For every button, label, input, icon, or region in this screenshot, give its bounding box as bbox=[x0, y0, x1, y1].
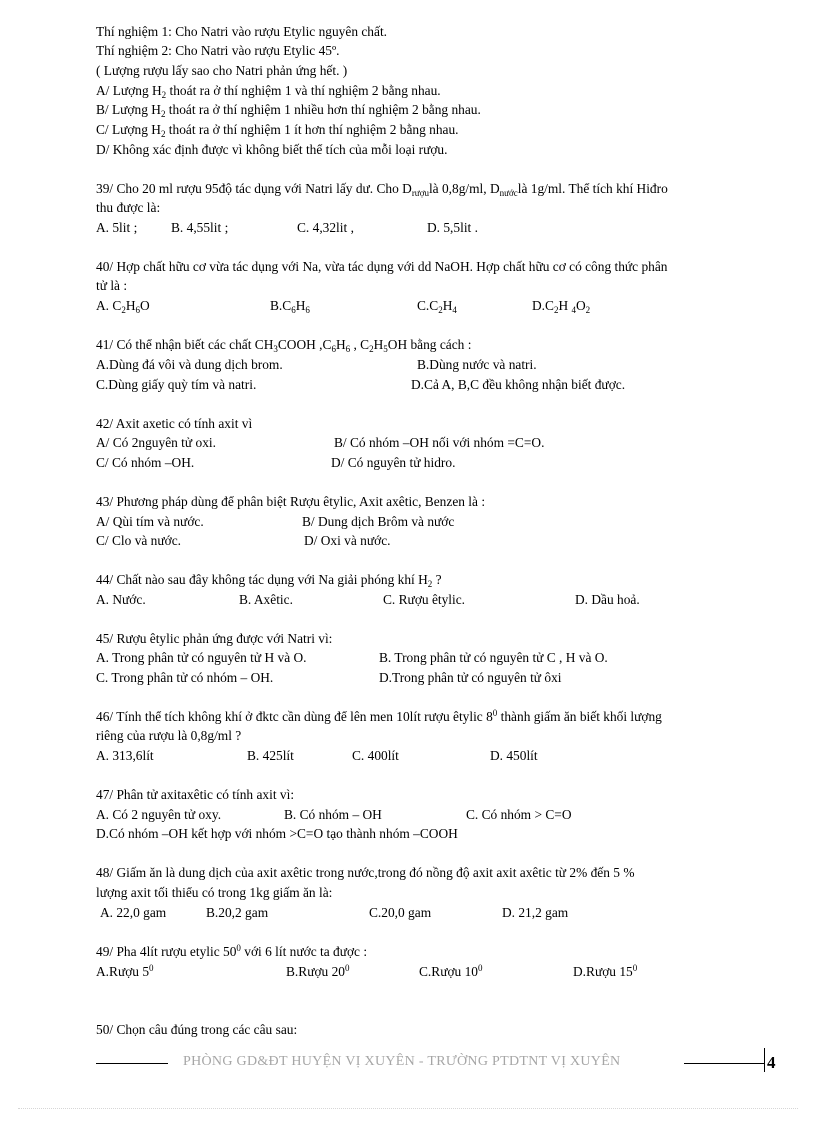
option-b: B. 4,55lit ; bbox=[171, 220, 229, 235]
option-a: A. 5lit ; bbox=[96, 220, 138, 235]
option-b: B/ Lượng $H_2$ thoát ra ở thí nghiệm 1 nhiều hơn thí nghiệm 2 bằng nhau. bbox=[96, 102, 481, 119]
option-c: $C.C_2H_4$ bbox=[417, 298, 457, 315]
question-45-stem: 45/ Rượu êtylic phản ứng được với Natri vì: bbox=[96, 631, 333, 646]
question-46-stem: 46/ Tính thể tích không khí ở đktc cần dùng để lên men 10lít rượu êtylic $8^0$ thành giấm ăn biết khối lượng bbox=[96, 708, 662, 724]
option-c: C/ Clo và nước. bbox=[96, 533, 182, 548]
option-a: A. 313,6lít bbox=[96, 748, 154, 763]
option-b: B. Có nhóm – OH bbox=[284, 807, 382, 822]
option-c: C.20,0 gam bbox=[369, 905, 432, 920]
option-d: $D.C_2H$ $_4O_2$ bbox=[532, 298, 591, 315]
question-48-stem-cont: lượng axit tối thiểu có trong 1kg giấm ăn là: bbox=[96, 885, 333, 900]
option-d: D. 450lít bbox=[490, 748, 538, 763]
option-a: A. $C_2H_6O$ bbox=[96, 298, 150, 315]
question-42-stem: 42/ Axit axetic có tính axit vì bbox=[96, 416, 253, 431]
option-d: D/ Không xác định được vì không biết thể tích của mỗi loại rượu. bbox=[96, 142, 448, 157]
option-a: A. Trong phân tử có nguyên tử H và O. bbox=[96, 650, 307, 665]
page-number: 4 bbox=[767, 1053, 776, 1072]
option-d: D.Trong phân tử có nguyên tử ôxi bbox=[379, 670, 562, 685]
question-39-stem: 39/ Cho 20 ml rượu 95độ tác dụng với Natri lấy dư. Cho $D_{rượu}là$ 0,8g/ml, $D_{nước}là$ 1g/ml. Thể tích khí Hiđro bbox=[96, 181, 668, 198]
option-b: B.Dùng nước và natri. bbox=[417, 357, 537, 372]
option-a: A.Dùng đá vôi và dung dịch brom. bbox=[96, 357, 283, 372]
option-a: A/ Qùi tím và nước. bbox=[96, 514, 204, 529]
question-49-stem: 49/ Pha 4lít rượu etylic $50^0$ với 6 lít nước ta được : bbox=[96, 943, 368, 959]
question-40-stem: 40/ Hợp chất hữu cơ vừa tác dụng với Na, vừa tác dụng với dd NaOH. Hợp chất hữu cơ có công thức phân bbox=[96, 259, 668, 274]
footer-divider bbox=[764, 1048, 765, 1072]
footer-rule-left bbox=[96, 1063, 168, 1064]
option-b: B. 425lít bbox=[247, 748, 294, 763]
option-a: A.Rượu $5^0$ bbox=[96, 963, 154, 979]
option-c: C. Rượu êtylic. bbox=[383, 592, 466, 607]
page-bottom-dotted-line bbox=[18, 1108, 798, 1109]
intro-line: Thí nghiệm 2: Cho Natri vào rượu Etylic 45º. bbox=[96, 43, 340, 58]
question-39-stem-cont: thu được là: bbox=[96, 200, 161, 215]
option-a: A/ Có 2nguyên tử oxi. bbox=[96, 435, 216, 450]
option-b: B. Trong phân tử có nguyên tử C , H và O. bbox=[379, 650, 608, 665]
question-46-stem-cont: riêng của rượu là 0,8g/ml ? bbox=[96, 728, 242, 743]
question-40-stem-cont: tử là : bbox=[96, 278, 128, 293]
option-b: B. Axêtic. bbox=[239, 592, 293, 607]
option-b: B/ Dung dịch Brôm và nước bbox=[302, 514, 455, 529]
option-a: A/ Lượng $H_2$ thoát ra ở thí nghiệm 1 và thí nghiệm 2 bằng nhau. bbox=[96, 83, 441, 100]
option-c: C. 4,32lit , bbox=[297, 220, 354, 235]
option-b: B.Rượu $20^0$ bbox=[286, 963, 350, 979]
footer-school-name: PHÒNG GD&ĐT HUYỆN VỊ XUYÊN - TRƯỜNG PTDTNT VỊ XUYÊN bbox=[183, 1054, 621, 1069]
question-50-stem: 50/ Chọn câu đúng trong các câu sau: bbox=[96, 1022, 298, 1037]
option-d: D.Rượu $15^0$ bbox=[573, 963, 638, 979]
option-b: $B.C_6H_6$ bbox=[270, 298, 310, 315]
option-b: B/ Có nhóm –OH nối với nhóm =C=O. bbox=[334, 435, 545, 450]
option-c: C.Rượu $10^0$ bbox=[419, 963, 483, 979]
option-b: B.20,2 gam bbox=[206, 905, 269, 920]
question-48-stem: 48/ Giấm ăn là dung dịch của axit axêtic trong nước,trong đó nồng độ axit axit axêtic từ 2% đến 5 % bbox=[96, 865, 635, 880]
question-41-stem: 41/ Có thể nhận biết các chất $CH_3COOH$ $,C_6H_6$ , $C_2H_5OH$ bằng cách : bbox=[96, 337, 472, 354]
option-c: C. Có nhóm > C=O bbox=[466, 807, 572, 822]
footer-rule-right bbox=[684, 1063, 764, 1064]
option-d: D. 21,2 gam bbox=[502, 905, 569, 920]
option-d: D.Cả A, B,C đều không nhận biết được. bbox=[411, 377, 626, 392]
option-c: C. 400lít bbox=[352, 748, 399, 763]
question-43-stem: 43/ Phương pháp dùng để phân biệt Rượu êtylic, Axit axêtic, Benzen là : bbox=[96, 494, 486, 509]
option-d: D/ Có nguyên tử hidro. bbox=[331, 455, 456, 470]
intro-line: Thí nghiệm 1: Cho Natri vào rượu Etylic nguyên chất. bbox=[96, 24, 388, 39]
intro-line: ( Lượng rượu lấy sao cho Natri phản ứng hết. ) bbox=[96, 63, 348, 78]
option-c: C. Trong phân tử có nhóm – OH. bbox=[96, 670, 274, 685]
question-44-stem: 44/ Chất nào sau đây không tác dụng với Na giải phóng khí $H_2$ ? bbox=[96, 572, 442, 589]
option-c: C.Dùng giấy quỳ tím và natri. bbox=[96, 377, 257, 392]
option-a: A. Có 2 nguyên tử oxy. bbox=[96, 807, 222, 822]
option-a: A. 22,0 gam bbox=[100, 905, 167, 920]
option-c: C/ Có nhóm –OH. bbox=[96, 455, 195, 470]
option-d: D/ Oxi và nước. bbox=[304, 533, 391, 548]
option-c: C/ Lượng $H_2$ thoát ra ở thí nghiệm 1 ít hơn thí nghiệm 2 bằng nhau. bbox=[96, 122, 459, 139]
option-d: D. Dầu hoả. bbox=[575, 592, 640, 607]
option-d: D. 5,5lit . bbox=[427, 220, 478, 235]
option-a: A. Nước. bbox=[96, 592, 146, 607]
question-47-option-d: D.Có nhóm –OH kết hợp với nhóm >C=O tạo thành nhóm –COOH bbox=[96, 826, 458, 841]
question-47-stem: 47/ Phân tử axitaxêtic có tính axit vì: bbox=[96, 787, 295, 802]
